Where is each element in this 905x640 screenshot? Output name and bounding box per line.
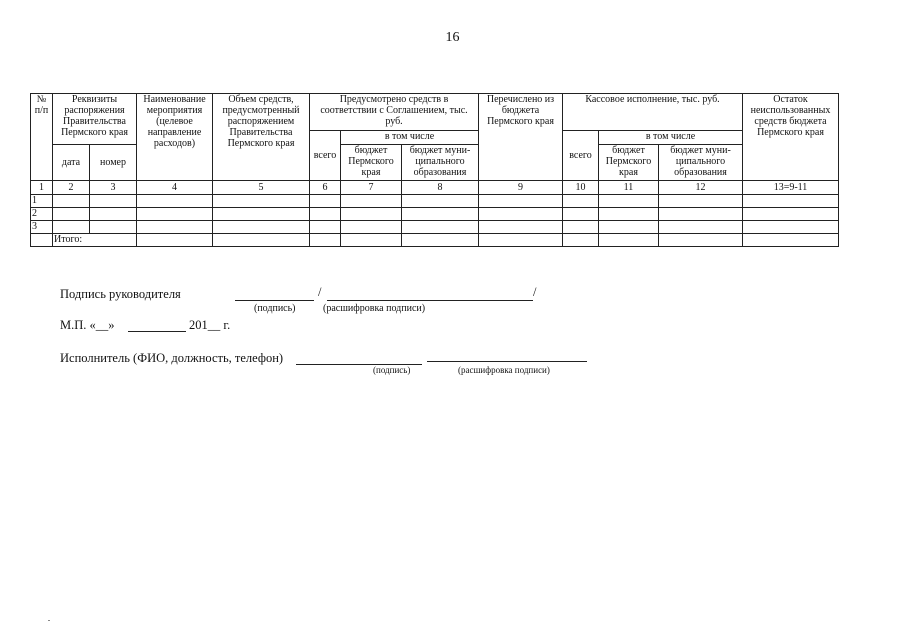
cell xyxy=(341,221,402,234)
header-kassovoe-budzhet-kraya: бюджет Пермского края xyxy=(599,145,659,181)
report-table xyxy=(30,93,839,247)
cell xyxy=(310,195,341,208)
cell xyxy=(402,195,479,208)
column-number: 12 xyxy=(659,181,743,195)
cell xyxy=(137,195,213,208)
cell xyxy=(479,221,563,234)
cell xyxy=(213,221,310,234)
cell xyxy=(90,221,137,234)
cell xyxy=(479,234,563,247)
header-predusm-budzhet-kraya: бюджет Пермского края xyxy=(341,145,402,181)
cell xyxy=(659,221,743,234)
column-number: 4 xyxy=(137,181,213,195)
cell xyxy=(213,234,310,247)
header-kassovoe-budzhet-mun: бюджет муни-ципального образования xyxy=(659,145,743,181)
header-predusm-budzhet-mun: бюджет муни-ципального образования xyxy=(402,145,479,181)
header-num: № п/п xyxy=(31,94,53,181)
column-number: 6 xyxy=(310,181,341,195)
total-label: Итого: xyxy=(53,234,137,247)
cell xyxy=(341,234,402,247)
cell xyxy=(659,208,743,221)
column-number: 10 xyxy=(563,181,599,195)
cell xyxy=(213,208,310,221)
cell xyxy=(563,208,599,221)
header-kassovoe: Кассовое исполнение, тыс. руб. xyxy=(563,94,743,131)
header-nomer: номер xyxy=(90,145,137,181)
column-number: 8 xyxy=(402,181,479,195)
cell xyxy=(479,195,563,208)
header-rekvizity: Реквизиты распоряжения Правительства Пермского края xyxy=(53,94,137,145)
cell xyxy=(137,208,213,221)
cell xyxy=(341,195,402,208)
cell xyxy=(213,195,310,208)
cell xyxy=(563,221,599,234)
head-signature-label: Подпись руководителя xyxy=(60,287,181,301)
cell xyxy=(743,195,839,208)
header-predusm: Предусмотрено средств в соответствии с Соглашением, тыс. руб. xyxy=(310,94,479,131)
column-number: 2 xyxy=(53,181,90,195)
cell xyxy=(743,221,839,234)
cell xyxy=(563,195,599,208)
header-predusm-v-tom-chisle: в том числе xyxy=(341,131,479,145)
cell xyxy=(599,195,659,208)
header-predusm-vsego: всего xyxy=(310,131,341,181)
executor-decode-line xyxy=(427,361,587,362)
header-kassovoe-v-tom-chisle: в том числе xyxy=(599,131,743,145)
cell xyxy=(137,221,213,234)
slash-separator: / xyxy=(318,285,322,299)
cell xyxy=(53,221,90,234)
cell xyxy=(743,234,839,247)
row-number: 2 xyxy=(31,208,53,221)
cell xyxy=(53,195,90,208)
column-number: 3 xyxy=(90,181,137,195)
cell xyxy=(310,208,341,221)
table-row xyxy=(31,208,839,221)
cell xyxy=(53,208,90,221)
cell xyxy=(90,195,137,208)
total-row xyxy=(31,234,839,247)
cell xyxy=(341,208,402,221)
scan-speck xyxy=(48,620,50,621)
cell xyxy=(599,208,659,221)
decode-caption: (расшифровка подписи) xyxy=(323,303,426,314)
column-numbers-row xyxy=(31,181,839,195)
sign-caption: (подпись) xyxy=(254,303,296,314)
header-kassovoe-vsego: всего xyxy=(563,131,599,181)
cell xyxy=(479,208,563,221)
column-number: 5 xyxy=(213,181,310,195)
cell xyxy=(402,221,479,234)
header-row-1 xyxy=(31,94,839,131)
stamp-date-prefix: М.П. «__» xyxy=(60,318,115,332)
head-signature-line xyxy=(235,300,314,301)
column-number: 7 xyxy=(341,181,402,195)
header-ostatok: Остаток неиспользованных средств бюджета Пермского края xyxy=(743,94,839,181)
column-number: 9 xyxy=(479,181,563,195)
head-decode-line xyxy=(327,300,533,301)
table-row xyxy=(31,195,839,208)
cell xyxy=(31,234,53,247)
cell xyxy=(310,221,341,234)
column-number: 13=9-11 xyxy=(743,181,839,195)
cell xyxy=(402,234,479,247)
cell xyxy=(599,221,659,234)
header-data: дата xyxy=(53,145,90,181)
header-naim: Наименование мероприятия (целевое направление расходов) xyxy=(137,94,213,181)
stamp-month-line xyxy=(128,331,186,332)
slash-separator: / xyxy=(533,285,537,299)
header-obem: Объем средств, предусмотренный распоряжением Правительства Пермского края xyxy=(213,94,310,181)
cell xyxy=(310,234,341,247)
cell xyxy=(659,195,743,208)
header-perechisleno: Перечислено из бюджета Пермского края xyxy=(479,94,563,181)
page-number: 16 xyxy=(445,30,460,45)
cell xyxy=(659,234,743,247)
executor-label: Исполнитель (ФИО, должность, телефон) xyxy=(60,351,284,365)
row-number: 1 xyxy=(31,195,53,208)
stamp-year: 201__ г. xyxy=(189,318,231,332)
cell xyxy=(90,208,137,221)
cell xyxy=(743,208,839,221)
cell xyxy=(402,208,479,221)
row-number: 3 xyxy=(31,221,53,234)
cell xyxy=(599,234,659,247)
column-number: 1 xyxy=(31,181,53,195)
cell xyxy=(137,234,213,247)
executor-decode-caption: (расшифровка подписи) xyxy=(458,365,550,375)
column-number: 11 xyxy=(599,181,659,195)
cell xyxy=(563,234,599,247)
table-row xyxy=(31,221,839,234)
executor-sign-caption: (подпись) xyxy=(373,365,411,375)
